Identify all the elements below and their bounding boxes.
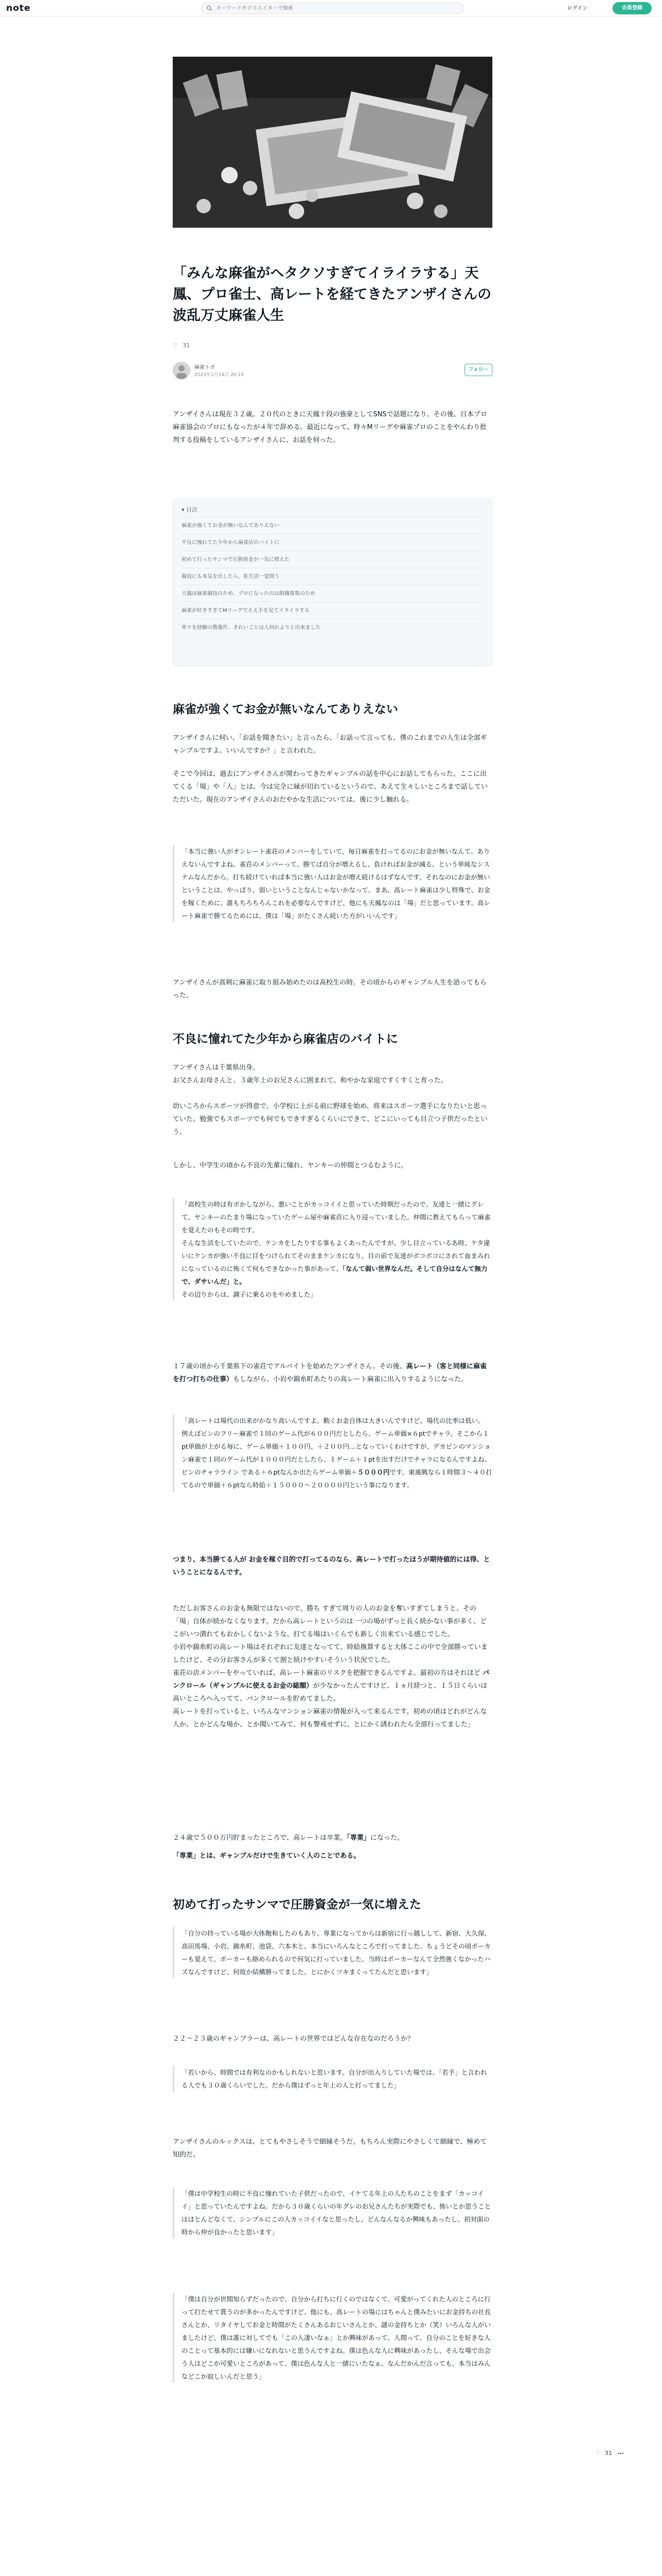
paragraph: 「専業」とは、ギャンブルだけで生きていく人のことである。 — [173, 1852, 360, 1860]
hero-image — [173, 57, 492, 228]
side-like-count: 31 — [605, 2450, 612, 2456]
paragraph: 高レートを打っていると、いろんなマンション麻雀の情報が入って来るんです。初めの頃はどれがどんな人か、とかどんな場か、とか聞いてみて、何も警戒せずに、とにかく誘われたら全部行ってました」 — [173, 1708, 487, 1728]
like-row[interactable] — [173, 342, 190, 351]
search-input[interactable] — [216, 5, 458, 12]
toc-heading[interactable]: ▾ 目次 — [181, 506, 198, 513]
follow-button[interactable]: フォロー — [465, 364, 492, 376]
paragraph: １７歳の頃から千葉県下の雀荘でアルバイトを始めたアンザイさん。その後、高レート（客と同様に麻雀を打つ打ちの仕事）もしながら、小岩や錦糸町あたりの高レート麻雀に出入りするようになった。 — [173, 1363, 487, 1383]
paragraph: ２２〜２３歳のギャンブラーは、高レートの世界ではどんな存在なのだろうか？ — [173, 2035, 415, 2043]
avatar[interactable] — [173, 362, 190, 379]
toc-item[interactable]: 初めて打ったサンマで圧勝資金が一気に増えた — [181, 551, 484, 568]
paragraph: つまり、本当勝てる人が お金を稼ぐ目的で打ってるのなら、高レートで打ったほうが期待値的には得、ということになるんです。 — [173, 1556, 490, 1577]
avatar-image — [173, 362, 190, 379]
paragraph: アンザイさんに伺い、「お話を聞きたい」と言ったら、「お話って言っても、僕のこれまでの人生は全部ギャンブルですよ。いいんですか？」と言われた。 — [173, 734, 487, 755]
author-name[interactable]: 麻雀トポ — [194, 365, 215, 370]
toc-item[interactable]: 競技にも本気を出したら、私生活一変問う — [181, 568, 484, 585]
signup-button[interactable]: 会員登録 — [613, 2, 652, 14]
quote-block: 「僕は中学校生の時に不良に憧れていた子供だったので、イケてる年上の人たちのことをまず「カッコイイ」と思っていたんですよね。だから３０歳くらいの年グレのお兄さんたちが実際でも、怖いとか思うことはほとんどなくて、シンプルにこの人カッコイイなと思ったし、どんなんなるか興味もあったし、初対面の時から仲が良かったと思います」 — [173, 2187, 492, 2239]
quote-block: 「僕は自分が世間知らずだったので、自分から打ちに行くのではなくて、可愛がってくれた人のところに行って打たせて貰うのが多かったんですけど、他にも、高レートの場にはちゃんと僕みたいにお金持ちの社長さんとか、リタイヤしてお金と時間がたくさんあるおじいさんとか、謎の金持ちとか（笑）いろんな人がいましたけど、僕は誰に対してでも「この人凄いなぁ」とか興味があって、人間って、自分のことを好きな人のことって基本的には嫌いになれないと思うんですよね。僕は色んな人に興味があったし、そんな場で出会う人はどこか可愛いところがあって、僕は色んな人と一緒にいたなぁ。なんだかんだ言っても、本当はみんなどこか寂しいんだと思う」 — [173, 2293, 492, 2383]
mahjong-money-photo — [173, 57, 492, 228]
search-icon — [206, 5, 212, 11]
quote-block: 「若いから、時間では有利なのかもしれないと思います。自分が出入りしていた場では、「若手」と言われる人でも３０歳くらいでした。だから僕はずっと年上の人と打ってました」 — [173, 2066, 492, 2092]
heart-icon[interactable]: ♡ — [173, 342, 178, 349]
login-button[interactable]: ログイン — [567, 6, 588, 11]
paragraph: アンザイさんは千葉県出身。 — [173, 1064, 259, 1072]
quote-block: 「自分の持っている場が大体飽和したのもあり、専業になってからは新宿に行っ越しして、新宿、大久保、高田馬場、小岩、錦糸町、池袋、六本木と、本当にいろんなところで打ってました。ちょうどその頃ポーカーも覚えて、ポーカーも絡められるので何気に打っていました。当時はポーカーなんて全然強くなかったハズなんですけど、何故か結構勝ってました。とにかくツキまくってたんだと思います」 — [173, 1927, 492, 1978]
side-actions — [595, 2450, 626, 2462]
quote-text: 「高レートは場代の出来がかなり高いんですよ。動くお金自体は大きいんですけど、場代の比率は低い。 — [181, 1417, 485, 1425]
site-header — [0, 0, 662, 16]
paragraph: 小岩や錦糸町の高レート場はそれぞれに友達となってて、時給換算すると大体ここの中で全部勝っていましたけど、その分お客さんが多くて割と続けやすいそういう状況でした。 — [173, 1643, 488, 1664]
section-heading: 麻雀が強くてお金が無いなんてありえない — [173, 703, 398, 716]
paragraph-group — [173, 1602, 492, 1731]
paragraph: 雀荘の店メンバーをやっていれば、高レート麻雀のリスクを把握できるんですよ。最初の方はそれほど バンクロール（ギャンブルに使えるお金の総額）が少なかったんですけど、１ヵ月経つと、１５日くらいは高いところへ入ってて、バンクロールを貯めてました。 — [173, 1669, 489, 1703]
search-box[interactable] — [201, 3, 464, 14]
paragraph: お父さんお母さんと、３歳年上のお兄さんに囲まれて、和やかな家庭ですくすくと育った。 — [173, 1077, 448, 1084]
section-heading: 初めて打ったサンマで圧勝資金が一気に増えた — [173, 1898, 421, 1911]
author-block — [173, 361, 492, 381]
post-date: 2023年1月14日 20:19 — [194, 372, 244, 378]
like-count: 31 — [183, 342, 190, 349]
toc-item[interactable]: 天鳳は麻雀競技のため、プロになったのは組織募集のため — [181, 585, 484, 602]
intro-paragraph: アンザイさんは現在３２歳。２０代のときに天鳳十段の強豪としてSNSで話題になり、その後、日本プロ麻雀協会のプロにもなったが４年で辞める。最近になって、時々Mリーグや麻雀プロのことをやんわり批判する投稿をしているアンザイさんに、お話を伺った。 — [173, 411, 487, 444]
heart-icon[interactable]: ♡ — [595, 2450, 601, 2456]
article-title: 「みんな麻雀がヘタクソすぎてイライラする」天鳳、プロ雀士、高レートを経てきたアンザイさんの波乱万丈麻雀人生 — [173, 265, 492, 324]
paragraph: ２４歳で５００万円貯まったところで、高レートは卒業。「専業」になった。 — [173, 1834, 404, 1842]
toc-item[interactable]: 麻雀が強くてお金が無いなんてありえない — [181, 517, 484, 534]
paragraph: アンザイさんが真剣に麻雀に取り組み始めたのは高校生の時。その頃からのギャンブル人生を語ってもらった。 — [173, 979, 487, 999]
paragraph: そこで今回は、過去にアンザイさんが関わってきたギャンブルの話を中心にお話してもらった。ここに出てくる「場」や「人」とは、今は完全に縁が切れているというので、あえて生々しいところまで話していただいた。現在のアンザイさんのおだやかな生活については、後に少し触れる。 — [173, 770, 488, 804]
toc-item[interactable]: 単りを経験の教養件、きれいごとは人何れよりと出来ました — [181, 619, 484, 636]
quote-text: その辺りからは、調子に乗るのをやめました」 — [181, 1291, 317, 1298]
quote-block — [173, 1198, 492, 1301]
quote-block — [173, 1414, 492, 1492]
section-heading: 不良に憧れてた少年から麻雀店のバイトに — [173, 1032, 398, 1046]
paragraph: しかし、中学生の頃から不良の先輩に憧れ、ヤンキーの仲間とつるむように。 — [173, 1162, 408, 1170]
quote-text: そんな生活をしていたので、ケンカをしたりする事もよくあったんですが、少し目立っているあ時、ケタ違いにケンカが強い不良に目をつけられてそのままケンカになり、目の前で友達がボコボコにされて血まみれになっているのに怖くて何もできなかった事があって、「なんて弱い世界なんだ。そして自分はなんて無力で、ダサいんだ」と。 — [181, 1239, 490, 1285]
share-icon[interactable] — [617, 2450, 624, 2457]
toc-item[interactable]: 不良に憧れてた少年から麻雀店のバイトに — [181, 534, 484, 551]
paragraph: アンザイさんのルックスは、とてもやさしそうで細縁そうだ。もちろん実際にやさしくて細縁で、極めて知的だ。 — [173, 2138, 487, 2159]
quote-block: 「本当に強い人がオンレート雀荘のメンバーをしていて、毎日麻雀を打ってるのにお金が無いなんて、ありえないんですよね。雀荘のメンバーって、勝てば自分が増えるし、負ければお金が減る、という単純なシステムなんだから。打ち続けていれば本当に強い人はお金が増え続けるはずなんです。それなのにお金が無いということは、やっぱり、弱いということなんじゃないかなって。まあ、高レート麻雀は少し特殊で、お金を稼くために、誰もちろちろんこれを必要なんですけど、他にも天鳳なのは「場」だと思っています。高レート麻雀で勝てるためには、僕は「場」がたくさん続いた方がいいんです」 — [173, 845, 492, 922]
paragraph: 幼いころからスポーツが得意で、小学校に上がる前に野球を始め、将来はスポーツ選手になりたいと思っていた。勉強でもスポーツでも何でもできすぎるくらいにできて、どこにいっても目立つ子供だったという。 — [173, 1103, 488, 1136]
note-logo[interactable]: note — [6, 3, 31, 13]
quote-text: 例えばピンのフリー麻雀で１回のゲーム代が６００円だとしたら、ゲーム単価×６ptでチャラ、そこから１pt単価が上がる毎に、ゲーム単価＋１００円、＋２００円…となっていくわけですが、デカピンのマンション麻雀で１回のゲーム代が１０００円だとしたら、１ゲーム＋１ptを出すだけでチャラになるんですよね。ピンのチャラライン である＋６ptなんか出たらゲーム単価＋５０００円です。東風戦なら１時間３〜４０打てるので単価＋６ptなら時給＋１５０００〜２００００円という事になります。 — [181, 1430, 492, 1489]
table-of-contents — [173, 499, 492, 666]
toc-item[interactable]: 麻雀が好きすぎてMリーグでええ手を見てイライラする — [181, 602, 484, 619]
paragraph: ただしお客さんのお金も無限ではないので、勝ち すぎて周りの人のお金を奪いすぎてしまうと、その「場」自体が続かなくなります。だから高レートというのは一つの場がずっと長く続かない事が多く、どこがいつ潰れてもおかしくないような、打てる場はいくらでも新しく出来ている感じでした。 — [173, 1605, 487, 1638]
quote-text: 「高校生の時は有ボかしながら、悪いことがカッコイイと思っていた時期だったので、友達と一緒にグレて、ヤンキーのたまり場になっていたゲーム屋や麻雀荘に入り浸っていました。仲間に教えてもらって麻雀を覚えたのもその時です。 — [181, 1200, 491, 1234]
